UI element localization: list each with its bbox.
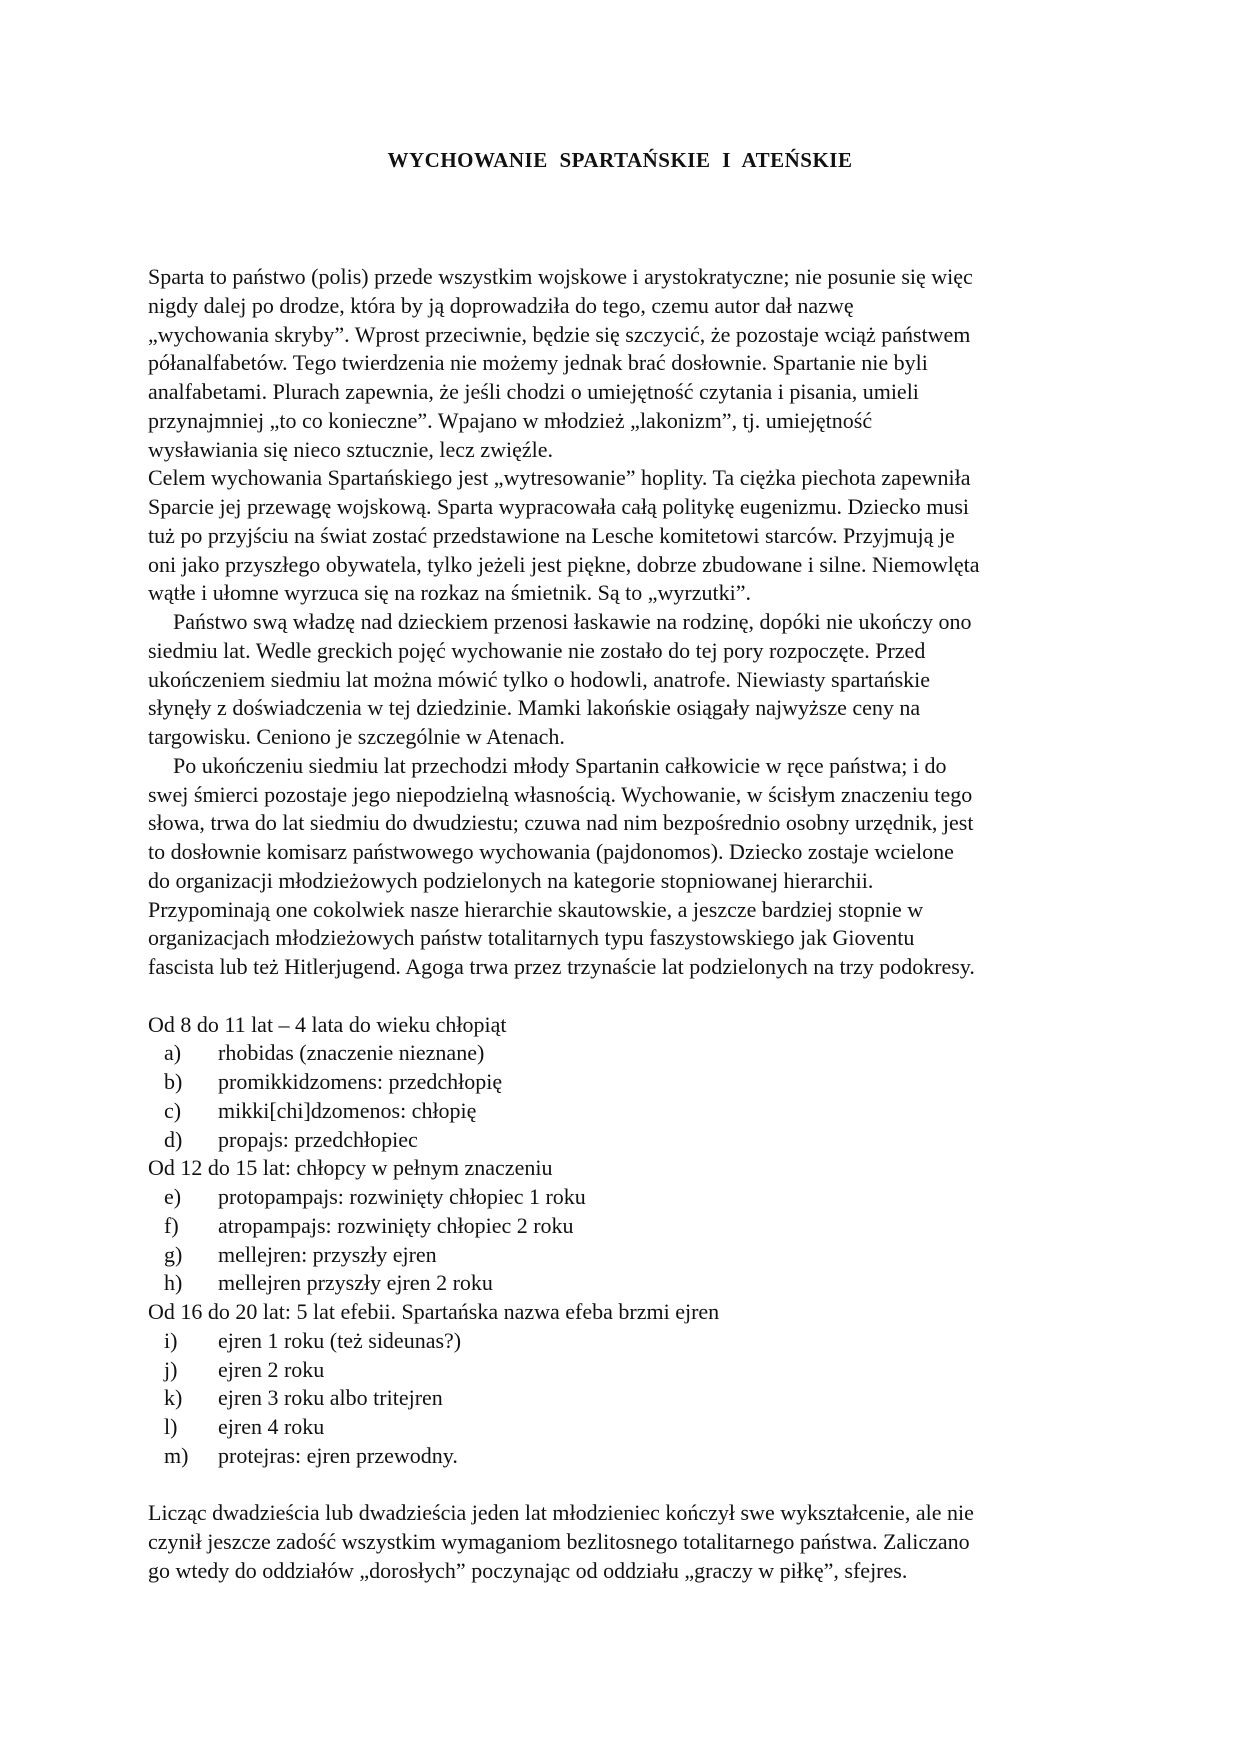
list-item	[148, 1269, 1108, 1298]
text-line: analfabetami. Plurach zapewnia, że jeśli chodzi o umiejętność czytania i pisania, umieli	[148, 379, 919, 404]
text-line: słowa, trwa do lat siedmiu do dwudziestu; czuwa nad nim bezpośrednio osobny urzędnik, jest	[148, 810, 974, 836]
list-item-text: protopampajs: rozwinięty chłopiec 1 roku	[218, 1184, 586, 1209]
group-heading: Od 12 do 15 lat: chłopcy w pełnym znaczeniu	[148, 1155, 553, 1181]
group-heading: Od 16 do 20 lat: 5 lat efebii. Spartańska nazwa efeba brzmi ejren	[148, 1299, 720, 1324]
list-marker: e)	[164, 1184, 182, 1209]
paragraph	[148, 608, 1108, 752]
paragraph	[148, 464, 1108, 608]
text-line: Państwo swą władzę nad dzieckiem przenosi łaskawie na rodzinę, dopóki nie ukończy ono	[173, 609, 972, 634]
text-line: oni jako przyszłego obywatela, tylko jeżeli jest piękne, dobrze zbudowane i silne. Niemowlęta	[148, 551, 980, 577]
list-item	[148, 1384, 1108, 1413]
list-marker: b)	[164, 1069, 183, 1094]
list-item	[148, 1183, 1108, 1212]
closing-paragraph	[148, 1499, 1108, 1585]
text-line: Licząc dwadzieścia lub dwadzieścia jeden lat młodzieniec kończył swe wykształcenie, ale nie	[148, 1500, 974, 1526]
text-line: organizacjach młodzieżowych państw totalitarnych typu faszystowskiego jak Gioventu	[148, 925, 915, 951]
text-line: ukończeniem siedmiu lat można mówić tylko o hodowli, anatrofe. Niewiasty spartańskie	[148, 666, 931, 692]
text-line: to dosłownie komisarz państwowego wychowania (pajdonomos). Dziecko zostaje wcielone	[148, 839, 954, 864]
list-marker: j)	[164, 1356, 178, 1382]
list-marker: f)	[164, 1212, 179, 1238]
text-line: tuż po przyjściu na świat zostać przedstawione na Lesche komitetowi starców. Przyjmują je	[148, 522, 955, 548]
list-marker: d)	[164, 1126, 183, 1152]
text-line: siedmiu lat. Wedle greckich pojęć wychowanie nie zostało do tej pory rozpoczęte. Przed	[148, 637, 926, 663]
text-line: czynił jeszcze zadość wszystkim wymaganiom bezlitosnego totalitarnego państwa. Zaliczano	[148, 1529, 970, 1554]
list-item-text: mikki[chi]dzomenos: chłopię	[218, 1097, 477, 1123]
list-item-text: mellejren: przyszły ejren	[218, 1241, 437, 1267]
blank-line	[148, 982, 1108, 1011]
list-item-text: ejren 1 roku (też sideunas?)	[218, 1327, 462, 1353]
list-marker: i)	[164, 1327, 178, 1353]
list-item	[148, 1068, 1108, 1097]
list-marker: m)	[164, 1442, 189, 1468]
text-line: go wtedy do oddziałów „dorosłych” poczynając od oddziału „graczy w piłkę”, sfejres.	[148, 1557, 908, 1583]
list-item	[148, 1442, 1108, 1471]
text-line: Sparta to państwo (polis) przede wszystkim wojskowe i arystokratyczne; nie posunie się więc	[148, 264, 973, 289]
list-marker: k)	[164, 1385, 183, 1411]
list-item	[148, 1413, 1108, 1442]
text-line: fascista lub też Hitlerjugend. Agoga trwa przez trzynaście lat podzielonych na trzy podokresy.	[148, 954, 975, 979]
list-item-text: mellejren przyszły ejren 2 roku	[218, 1270, 493, 1296]
document-body	[148, 263, 1108, 1586]
list-item	[148, 1327, 1108, 1356]
text-line: półanalfabetów. Tego twierdzenia nie możemy jednak brać dosłownie. Spartanie nie byli	[148, 350, 928, 376]
list-item-text: propajs: przedchłopiec	[218, 1126, 418, 1152]
list-marker: a)	[164, 1040, 182, 1066]
list-item	[148, 1039, 1108, 1068]
list-marker: c)	[164, 1097, 182, 1123]
text-line: słynęły z doświadczenia w tej dziedzinie. Mamki lakońskie osiągały najwyższe ceny na	[148, 695, 921, 721]
list-item	[148, 1126, 1108, 1155]
text-line: Przypominają one cokolwiek nasze hierarchie skautowskie, a jeszcze bardziej stopnie w	[148, 896, 924, 922]
text-line: wątłe i ułomne wyrzuca się na rozkaz na śmietnik. Są to „wyrzutki”.	[148, 580, 751, 606]
text-line: do organizacji młodzieżowych podzielonych na kategorie stopniowanej hierarchii.	[148, 867, 874, 893]
list-item	[148, 1356, 1108, 1385]
list-item	[148, 1212, 1108, 1241]
list-item-text: atropampajs: rozwinięty chłopiec 2 roku	[218, 1212, 574, 1238]
list-item-text: rhobidas (znaczenie nieznane)	[218, 1040, 485, 1066]
text-line: Po ukończeniu siedmiu lat przechodzi młody Spartanin całkowicie w ręce państwa; i do	[173, 752, 947, 778]
group-heading: Od 8 do 11 lat – 4 lata do wieku chłopiąt	[148, 1011, 507, 1037]
list-marker: l)	[164, 1414, 178, 1439]
text-line: Sparcie jej przewagę wojskową. Sparta wypracowała całą politykę eugenizmu. Dziecko musi	[148, 494, 970, 519]
list-item	[148, 1241, 1108, 1270]
text-line: swej śmierci pozostaje jego niepodzielną własnością. Wychowanie, w ścisłym znaczeniu tego	[148, 781, 973, 807]
paragraph	[148, 752, 1108, 982]
list-item-text: protejras: ejren przewodny.	[218, 1442, 458, 1468]
paragraph	[148, 263, 1108, 464]
list-item-text: ejren 3 roku albo tritejren	[218, 1385, 443, 1411]
list-marker: h)	[164, 1270, 183, 1296]
text-line: Celem wychowania Spartańskiego jest „wytresowanie” hoplity. Ta ciężka piechota zapewniła	[148, 465, 971, 491]
text-line: wysławiania się nieco sztucznie, lecz zwięźle.	[148, 436, 553, 462]
list-item-text: promikkidzomens: przedchłopię	[218, 1069, 503, 1094]
age-groups-list	[148, 1011, 1108, 1471]
list-item	[148, 1097, 1108, 1126]
list-marker: g)	[164, 1241, 183, 1267]
text-line: przynajmniej „to co konieczne”. Wpajano w młodzież „lakonizm”, tj. umiejętność	[148, 407, 873, 433]
document-title: WYCHOWANIE SPARTAŃSKIE I ATEŃSKIE	[387, 148, 853, 172]
list-item-text: ejren 2 roku	[218, 1356, 325, 1382]
list-item-text: ejren 4 roku	[218, 1414, 325, 1439]
blank-line	[148, 1471, 1108, 1500]
text-line: targowisku. Ceniono je szczególnie w Atenach.	[148, 724, 565, 749]
text-line: „wychowania skryby”. Wprost przeciwnie, będzie się szczycić, że pozostaje wciąż państwem	[148, 321, 971, 347]
text-line: nigdy dalej po drodze, która by ją doprowadziła do tego, czemu autor dał nazwę	[148, 292, 854, 318]
